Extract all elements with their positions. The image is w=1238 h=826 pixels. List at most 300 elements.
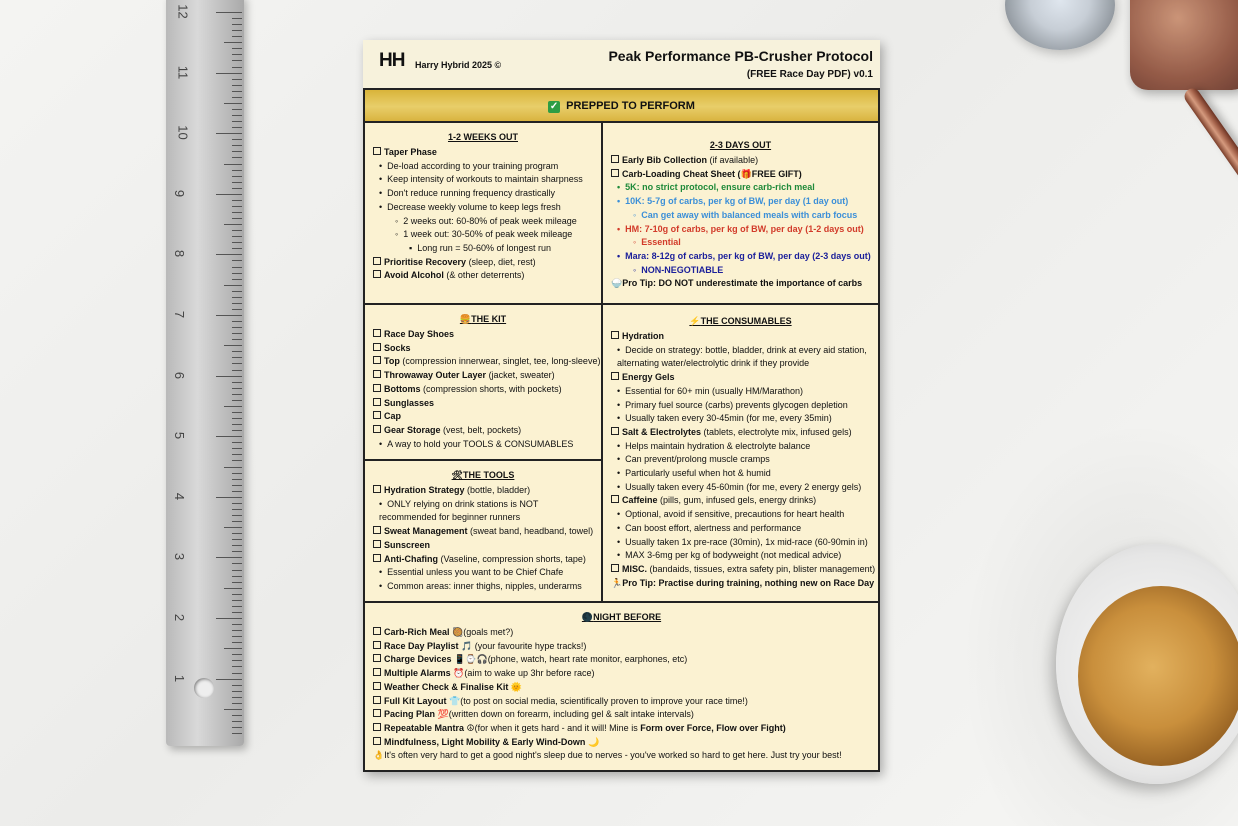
checkbox-icon bbox=[611, 169, 619, 177]
ruler-tick bbox=[232, 715, 242, 716]
item-label: Carb-Loading Cheat Sheet ( bbox=[622, 168, 741, 179]
ruler-hole bbox=[194, 678, 214, 698]
checkbox-icon bbox=[373, 384, 381, 392]
runner-icon: 🏃 bbox=[611, 577, 623, 588]
ruler-tick bbox=[216, 376, 242, 377]
checklist-item[interactable] bbox=[373, 484, 593, 498]
ruler-tick bbox=[232, 727, 242, 728]
list-item: ◦ 1 week out: 30-50% of peak week mileage bbox=[373, 228, 593, 242]
checkbox-icon bbox=[373, 356, 381, 364]
meal-icon: 🥘 bbox=[452, 627, 464, 637]
author: Harry Hybrid 2025 © bbox=[415, 60, 502, 70]
pro-tip bbox=[611, 577, 875, 591]
ruler-tick bbox=[224, 588, 242, 589]
ruler-tick bbox=[232, 145, 242, 146]
checklist-item[interactable] bbox=[611, 563, 876, 577]
list-item: • Particularly useful when hot & humid bbox=[611, 467, 870, 481]
item-label: Hydration bbox=[622, 331, 665, 341]
burger-icon: 🍔 bbox=[459, 314, 472, 324]
list-item: ▪ Long run = 50-60% of longest run bbox=[373, 242, 593, 256]
list-item: • Usually taken every 45-60min (for me, every 2 energy gels) bbox=[611, 481, 870, 495]
ruler-tick bbox=[232, 176, 242, 177]
ruler-tick bbox=[232, 218, 242, 219]
ruler-tick bbox=[232, 339, 242, 340]
peace-icon: ☮ bbox=[466, 722, 475, 733]
list-item: • Usually taken every 30-45min (for me, every 35min) bbox=[611, 412, 870, 426]
checkbox-icon bbox=[373, 554, 381, 562]
ruler-tick bbox=[232, 394, 242, 395]
consumables-title bbox=[611, 314, 870, 328]
item-label: Socks bbox=[384, 342, 411, 353]
night-title-text: NIGHT BEFORE bbox=[593, 612, 662, 622]
tools-title bbox=[373, 468, 593, 482]
ruler-tick bbox=[232, 242, 242, 243]
ruler-tick bbox=[232, 503, 242, 504]
ruler-tick bbox=[232, 454, 242, 455]
item-note: (sleep, diet, rest) bbox=[468, 256, 536, 267]
logo: HH bbox=[379, 50, 405, 71]
footer-text: It's often very hard to get a good night's sleep due to nerves - you've worked so hard to get here. Just try your best! bbox=[384, 750, 842, 761]
item-label: Bottoms bbox=[384, 383, 421, 394]
item-note: (if available) bbox=[709, 155, 759, 165]
item-note: (bandaids, tissues, extra safety pin, blister management) bbox=[649, 563, 876, 574]
checklist-item[interactable] bbox=[373, 256, 593, 270]
item-label: Top bbox=[384, 356, 400, 367]
gift-icon: 🎁 bbox=[740, 168, 752, 179]
checklist-item[interactable] bbox=[373, 708, 870, 722]
item-label: Caffeine bbox=[622, 495, 658, 506]
ruler-tick bbox=[232, 267, 242, 268]
page-header bbox=[363, 40, 880, 88]
ruler-tick bbox=[232, 545, 242, 546]
list-item: • Common areas: inner thighs, nipples, underarms bbox=[373, 580, 593, 594]
kit-title-text: THE KIT bbox=[471, 314, 507, 324]
ruler-tick bbox=[232, 448, 242, 449]
checklist-item[interactable] bbox=[611, 330, 870, 344]
item-label: Cap bbox=[384, 411, 402, 422]
ruler-tick bbox=[232, 600, 242, 601]
ruler-tick bbox=[232, 576, 242, 577]
ruler-label: 7 bbox=[172, 310, 188, 319]
list-item: • Optional, avoid if sensitive, precautions for heart health bbox=[611, 508, 870, 522]
checklist-item[interactable] bbox=[373, 424, 593, 438]
checklist-item[interactable] bbox=[611, 168, 870, 182]
ruler-tick bbox=[232, 54, 242, 55]
ruler-tick bbox=[232, 582, 242, 583]
shirt-icon: 👕 bbox=[449, 695, 461, 706]
checklist-item[interactable] bbox=[611, 154, 870, 168]
item-label: Prioritise Recovery bbox=[384, 256, 467, 267]
ruler-tick bbox=[232, 654, 242, 655]
checklist-item[interactable] bbox=[373, 146, 593, 160]
ruler-tick bbox=[232, 206, 242, 207]
item-note: (jacket, sweater) bbox=[488, 370, 555, 381]
ruler-tick bbox=[232, 151, 242, 152]
checklist-item[interactable] bbox=[373, 626, 870, 640]
list-item: • Decide on strategy: bottle, bladder, drink at every aid station, alternating water/electrolytic drink if they provide bbox=[611, 344, 870, 371]
ruler-tick bbox=[216, 73, 242, 74]
kit-title bbox=[373, 312, 593, 326]
bowl bbox=[1005, 0, 1115, 50]
coffee bbox=[1078, 586, 1238, 766]
tools-title-text: THE TOOLS bbox=[463, 470, 515, 480]
ruler-tick bbox=[232, 212, 242, 213]
ruler-tick bbox=[232, 97, 242, 98]
list-item: • Essential for 60+ min (usually HM/Marathon) bbox=[611, 385, 870, 399]
checkbox-icon bbox=[373, 257, 381, 265]
item-note: (goals met?) bbox=[463, 627, 514, 637]
item-label: Anti-Chafing bbox=[384, 553, 438, 564]
checklist-item[interactable] bbox=[373, 539, 593, 553]
ruler-tick bbox=[232, 515, 242, 516]
ruler-tick bbox=[232, 473, 242, 474]
night-before-card bbox=[363, 601, 880, 772]
pro-tip-text: Pro Tip: Practise during training, nothing new on Race Day bbox=[622, 577, 875, 588]
list-item: • Can prevent/prolong muscle cramps bbox=[611, 453, 870, 467]
ruler-label: 4 bbox=[172, 492, 188, 500]
item-label: Throwaway Outer Layer bbox=[384, 370, 487, 381]
ruler-tick bbox=[232, 509, 242, 510]
checkbox-icon bbox=[373, 343, 381, 351]
days-out-card bbox=[601, 121, 880, 305]
ruler-tick bbox=[232, 248, 242, 249]
checkbox-icon bbox=[373, 627, 381, 635]
ruler-tick bbox=[232, 460, 242, 461]
ruler bbox=[166, 0, 244, 746]
ruler-tick bbox=[232, 703, 242, 704]
ruler-tick bbox=[232, 606, 242, 607]
ruler-tick bbox=[232, 485, 242, 486]
list-item: • Mara: 8-12g of carbs, per kg of BW, per day (2-3 days out) bbox=[611, 250, 870, 264]
list-item: • A way to hold your TOOLS & CONSUMABLES bbox=[373, 438, 593, 452]
ruler-tick bbox=[232, 551, 242, 552]
ruler-label: 11 bbox=[175, 65, 191, 79]
list-item: ◦ 2 weeks out: 60-80% of peak week mileage bbox=[373, 215, 593, 229]
ruler-tick bbox=[232, 170, 242, 171]
item-note: (& other deterrents) bbox=[446, 270, 525, 281]
ruler-tick bbox=[232, 412, 242, 413]
ruler-tick bbox=[232, 697, 242, 698]
item-note: (for when it gets hard - and it will! Mine is bbox=[474, 722, 641, 733]
ruler-tick bbox=[216, 618, 242, 619]
ruler-tick bbox=[232, 182, 242, 183]
list-item: ◦ Essential bbox=[611, 236, 870, 250]
item-note: (Vaseline, compression shorts, tape) bbox=[440, 553, 586, 564]
pro-tip-icon: 🍚 bbox=[611, 278, 623, 289]
devices-icon: 📱⌚🎧 bbox=[454, 654, 488, 665]
checklist-item[interactable] bbox=[373, 355, 601, 369]
ruler-tick bbox=[232, 691, 242, 692]
ruler-tick bbox=[232, 91, 242, 92]
list-item: • Can boost effort, alertness and performance bbox=[611, 522, 870, 536]
checklist-item[interactable] bbox=[373, 383, 593, 397]
ruler-tick bbox=[232, 48, 242, 49]
ruler-tick bbox=[232, 370, 242, 371]
checkbox-icon bbox=[611, 495, 619, 503]
ruler-tick bbox=[216, 254, 242, 255]
item-note: (bottle, bladder) bbox=[467, 485, 531, 495]
item-note: (sweat band, headband, towel) bbox=[470, 526, 594, 537]
ruler-tick bbox=[232, 260, 242, 261]
item-label: Salt & Electrolytes bbox=[622, 426, 702, 437]
ruler-tick bbox=[232, 570, 242, 571]
ruler-tick bbox=[232, 594, 242, 595]
ruler-tick bbox=[232, 24, 242, 25]
checklist-item[interactable] bbox=[611, 494, 870, 508]
checklist-item[interactable] bbox=[373, 653, 870, 667]
ruler-tick bbox=[232, 115, 242, 116]
list-item: • Helps maintain hydration & electrolyte balance bbox=[611, 440, 870, 454]
music-icon: 🎵 bbox=[461, 640, 473, 651]
ruler-tick bbox=[232, 533, 242, 534]
ruler-tick bbox=[216, 194, 242, 195]
sun-icon: 🌞 bbox=[510, 681, 523, 692]
ruler-tick bbox=[232, 357, 242, 358]
ruler-tick bbox=[232, 60, 242, 61]
ruler-tick bbox=[232, 30, 242, 31]
item-label: FREE GIFT) bbox=[751, 168, 802, 179]
item-label: Taper Phase bbox=[384, 147, 437, 157]
list-item: • 10K: 5-7g of carbs, per kg of BW, per day (1 day out) bbox=[611, 195, 870, 209]
ruler-tick bbox=[232, 127, 242, 128]
ruler-tick bbox=[216, 436, 242, 437]
lightning-icon: ⚡ bbox=[689, 316, 701, 326]
checkbox-icon bbox=[373, 411, 381, 419]
ruler-label: 2 bbox=[172, 613, 188, 622]
item-note: (aim to wake up 3hr before race) bbox=[464, 668, 595, 679]
item-label: Carb-Rich Meal bbox=[384, 627, 450, 637]
item-label: Repeatable Mantra bbox=[384, 722, 465, 733]
item-label: Pacing Plan bbox=[384, 709, 436, 720]
ruler-tick bbox=[216, 679, 242, 680]
ruler-tick bbox=[232, 109, 242, 110]
item-label: Sunscreen bbox=[384, 539, 431, 550]
night-title bbox=[373, 610, 870, 624]
ruler-tick bbox=[232, 630, 242, 631]
item-label: Sunglasses bbox=[384, 397, 435, 408]
ruler-tick bbox=[224, 648, 242, 649]
ruler-tick bbox=[224, 285, 242, 286]
item-label: Multiple Alarms bbox=[384, 668, 451, 679]
ruler-tick bbox=[232, 121, 242, 122]
ruler-tick bbox=[232, 521, 242, 522]
checkbox-icon bbox=[373, 485, 381, 493]
checklist-item[interactable] bbox=[373, 269, 593, 283]
ruler-tick bbox=[232, 382, 242, 383]
ruler-tick bbox=[232, 363, 242, 364]
item-label: Avoid Alcohol bbox=[384, 270, 444, 281]
ruler-tick bbox=[232, 442, 242, 443]
checkbox-icon bbox=[373, 526, 381, 534]
jar bbox=[1130, 0, 1238, 90]
checkbox-icon bbox=[373, 668, 381, 676]
ruler-tick bbox=[232, 236, 242, 237]
ruler-label: 9 bbox=[172, 189, 188, 197]
ruler-tick bbox=[232, 36, 242, 37]
item-label: Gear Storage bbox=[384, 424, 441, 435]
ruler-tick bbox=[232, 666, 242, 667]
alarm-icon: ⏰ bbox=[453, 668, 465, 679]
pen bbox=[1181, 85, 1238, 364]
ruler-label: 6 bbox=[172, 371, 188, 379]
banner-label: PREPPED TO PERFORM bbox=[566, 99, 695, 112]
footer-note bbox=[373, 749, 870, 763]
checkbox-icon bbox=[373, 398, 381, 406]
checklist-item[interactable] bbox=[373, 369, 593, 383]
list-item: • HM: 7-10g of carbs, per kg of BW, per day (1-2 days out) bbox=[611, 223, 870, 237]
item-note: (compression shorts, with pockets) bbox=[423, 383, 562, 394]
list-item: • Essential unless you want to be Chief Chafe bbox=[373, 566, 593, 580]
ruler-tick bbox=[224, 467, 242, 468]
checkbox-icon bbox=[373, 696, 381, 704]
tools-card bbox=[363, 459, 603, 603]
item-label: Charge Devices bbox=[384, 654, 452, 665]
item-label: Full Kit Layout bbox=[384, 695, 447, 706]
item-label: Mindfulness, Light Mobility & Early Wind-Down bbox=[384, 736, 586, 747]
list-item: • 5K: no strict protocol, ensure carb-rich meal bbox=[611, 181, 870, 195]
list-item: ◦ Can get away with balanced meals with carb focus bbox=[611, 209, 870, 223]
checklist-item[interactable] bbox=[373, 681, 870, 695]
checklist-item[interactable] bbox=[611, 426, 870, 440]
checkbox-icon bbox=[611, 155, 619, 163]
mantra-text: Form over Force, Flow over Fight) bbox=[640, 722, 786, 733]
checkbox-icon bbox=[373, 147, 381, 155]
checkbox-icon bbox=[373, 370, 381, 378]
checklist-item[interactable] bbox=[373, 736, 870, 750]
ruler-tick bbox=[232, 273, 242, 274]
weeks-out-card bbox=[363, 121, 603, 305]
ruler-tick bbox=[232, 297, 242, 298]
ruler-tick bbox=[232, 636, 242, 637]
ruler-tick bbox=[232, 721, 242, 722]
list-item: • MAX 3-6mg per kg of bodyweight (not medical advice) bbox=[611, 549, 870, 563]
hundred-icon: 💯 bbox=[437, 709, 449, 720]
ruler-tick bbox=[224, 42, 242, 43]
item-label: Race Day Shoes bbox=[384, 329, 455, 339]
list-item: • De-load according to your training program bbox=[373, 160, 593, 174]
checklist-item[interactable] bbox=[373, 397, 593, 411]
document-page bbox=[363, 40, 880, 772]
list-item: • Decrease weekly volume to keep legs fresh bbox=[373, 201, 593, 215]
ruler-tick bbox=[232, 321, 242, 322]
ruler-tick bbox=[224, 103, 242, 104]
ruler-tick bbox=[232, 612, 242, 613]
checklist-item[interactable] bbox=[373, 525, 593, 539]
ruler-tick bbox=[232, 491, 242, 492]
ruler-tick bbox=[232, 279, 242, 280]
ruler-tick bbox=[232, 642, 242, 643]
days-out-title: 2-3 DAYS OUT bbox=[709, 140, 772, 150]
ruler-tick bbox=[232, 733, 242, 734]
checkbox-icon bbox=[611, 331, 619, 339]
pro-tip-text: Pro Tip: DO NOT underestimate the importance of carbs bbox=[622, 278, 863, 289]
ruler-label: 1 bbox=[172, 674, 188, 682]
checklist-item[interactable] bbox=[373, 342, 593, 356]
ruler-tick bbox=[232, 424, 242, 425]
list-item: • Primary fuel source (carbs) prevents glycogen depletion bbox=[611, 399, 870, 413]
ruler-tick bbox=[232, 351, 242, 352]
item-label: Race Day Playlist bbox=[384, 640, 459, 651]
ruler-tick bbox=[232, 188, 242, 189]
ruler-tick bbox=[216, 497, 242, 498]
ruler-tick bbox=[224, 164, 242, 165]
ruler-tick bbox=[232, 85, 242, 86]
ruler-tick bbox=[224, 527, 242, 528]
ruler-label: 10 bbox=[175, 125, 191, 140]
checkbox-icon bbox=[373, 270, 381, 278]
ruler-tick bbox=[232, 388, 242, 389]
ruler-tick bbox=[216, 12, 242, 13]
checklist-item[interactable] bbox=[373, 410, 593, 424]
ruler-label: 12 bbox=[175, 4, 191, 19]
ruler-tick bbox=[232, 327, 242, 328]
ruler-tick bbox=[232, 418, 242, 419]
ruler-tick bbox=[232, 660, 242, 661]
checkbox-icon bbox=[373, 641, 381, 649]
item-label: Energy Gels bbox=[622, 372, 675, 383]
checkbox-icon bbox=[373, 682, 381, 690]
item-note: (written down on forearm, including gel & salt intake intervals) bbox=[448, 709, 694, 720]
ruler-tick bbox=[232, 400, 242, 401]
ruler-tick bbox=[232, 309, 242, 310]
ruler-tick bbox=[232, 430, 242, 431]
checkbox-icon bbox=[373, 540, 381, 548]
checklist-item[interactable] bbox=[373, 640, 870, 654]
item-note: (phone, watch, heart rate monitor, earphones, etc) bbox=[487, 654, 688, 665]
pro-tip bbox=[611, 277, 870, 291]
checklist-item[interactable] bbox=[373, 328, 593, 342]
ruler-tick bbox=[232, 624, 242, 625]
ruler-tick bbox=[232, 333, 242, 334]
checkbox-icon bbox=[373, 654, 381, 662]
item-note: (pills, gum, infused gels, energy drinks) bbox=[660, 495, 817, 506]
item-label: MISC. bbox=[622, 563, 648, 574]
hand-icon: 👌 bbox=[373, 750, 385, 761]
checklist-item[interactable] bbox=[373, 722, 870, 736]
checklist-item[interactable] bbox=[373, 667, 870, 681]
item-label: Weather Check & Finalise Kit bbox=[384, 681, 509, 692]
ruler-label: 3 bbox=[172, 553, 188, 561]
ruler-tick bbox=[232, 230, 242, 231]
checklist-item[interactable] bbox=[373, 695, 870, 709]
list-item: ◦ NON-NEGOTIABLE bbox=[611, 264, 870, 278]
item-note: (to post on social media, scientifically proven to improve your race time!) bbox=[460, 695, 748, 706]
moon-icon: 🌑 bbox=[581, 612, 594, 622]
ruler-tick bbox=[224, 224, 242, 225]
ruler-tick bbox=[216, 133, 242, 134]
ruler-tick bbox=[232, 539, 242, 540]
crescent-moon-icon: 🌙 bbox=[587, 736, 600, 747]
checklist-item[interactable] bbox=[611, 371, 870, 385]
item-label: Hydration Strategy bbox=[384, 485, 465, 495]
item-note: (tablets, electrolyte mix, infused gels) bbox=[703, 426, 852, 437]
item-note: (compression innerwear, singlet, tee, long-sleeve) bbox=[402, 356, 601, 367]
ruler-tick bbox=[232, 157, 242, 158]
checkbox-icon bbox=[373, 723, 381, 731]
checkbox-icon bbox=[373, 329, 381, 337]
checkbox-icon bbox=[373, 737, 381, 745]
ruler-tick bbox=[232, 685, 242, 686]
ruler-tick bbox=[224, 345, 242, 346]
ruler-tick bbox=[216, 557, 242, 558]
checkbox-icon bbox=[373, 425, 381, 433]
item-note: (your favourite hype tracks!) bbox=[474, 640, 587, 651]
checkbox-icon bbox=[373, 709, 381, 717]
ruler-tick bbox=[232, 563, 242, 564]
ruler-tick bbox=[232, 200, 242, 201]
checklist-item[interactable] bbox=[373, 553, 593, 567]
ruler-tick bbox=[232, 479, 242, 480]
